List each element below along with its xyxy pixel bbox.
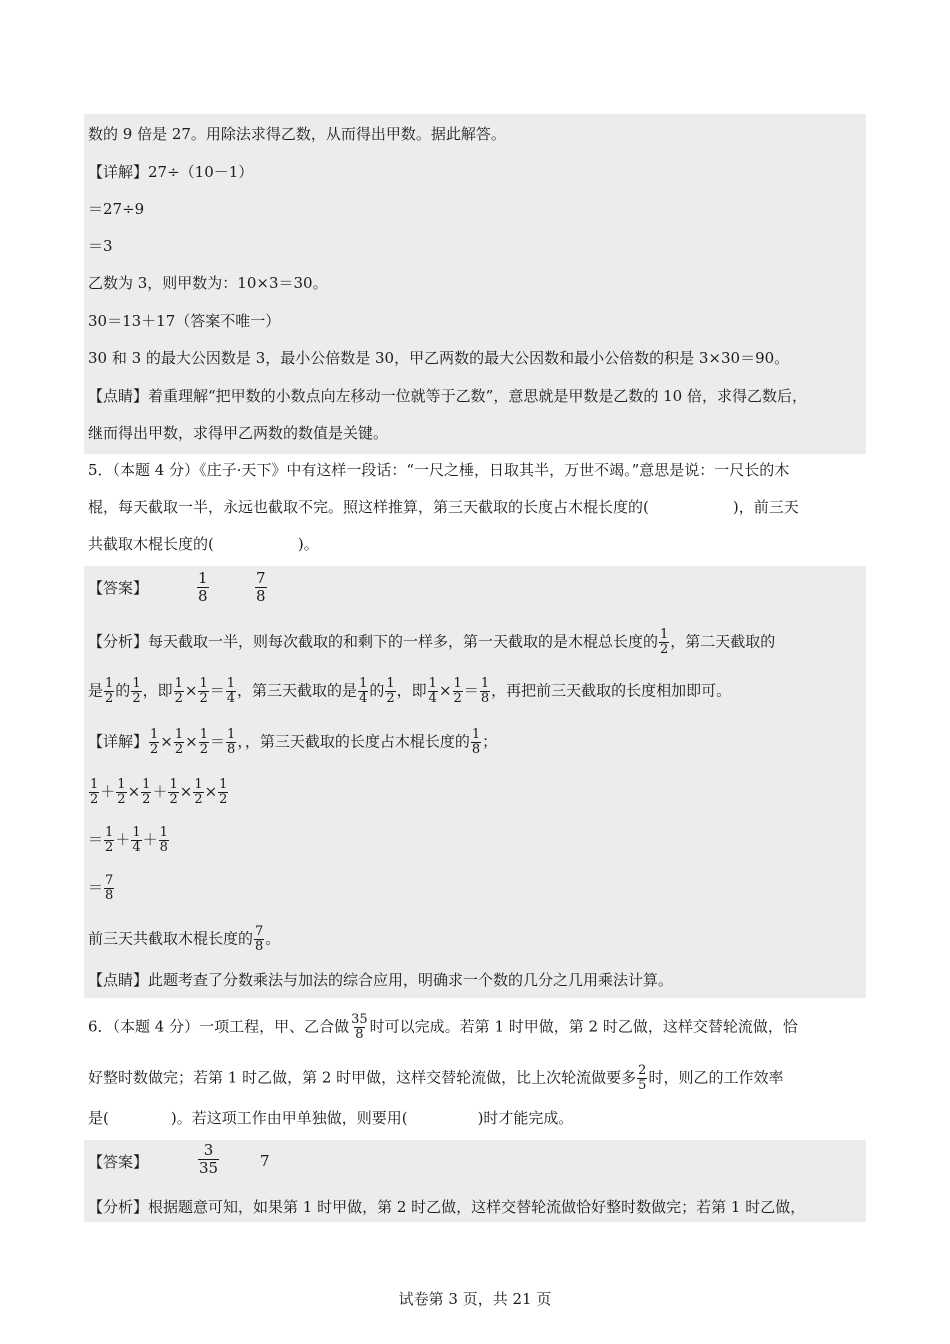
q5-question-line-1: 5．（本题 4 分）《庄子·天下》中有这样一段话：“一尺之棰，日取其半，万世不竭。”意思是说：一尺长的木 (88, 461, 790, 479)
q5-analysis-line-1: 【分析】每天截取一半，则每次截取的和剩下的一样多，第一天截取的是木棍总长度的 $\frac{1}{2}$ ，第二天截取的 (88, 627, 776, 657)
page-footer: 试卷第 3 页，共 21 页 (398, 1290, 552, 1308)
q5-conclusion: 前三天共截取木棍长度的 $\frac{7}{8}$ 。 (88, 924, 281, 954)
q6-analysis: 【分析】根据题意可知，如果第 1 时甲做，第 2 时乙做，这样交替轮流做恰好整时数做完；若第 1 时乙做， (88, 1198, 806, 1216)
q5-line2-text: 棍，每天截取一半，永远也截取不完。照这样推算，第三天截取的长度占木棍长度的( (88, 498, 649, 516)
prev-remark-line-2: 继而得出甲数，求得甲乙两数的数值是关键。 (88, 424, 389, 442)
q5-sum-step-1: ＝ $\frac{1}{2}$ ＋ $\frac{1}{4}$ ＋ $\frac{1}{8}$ (88, 825, 168, 855)
q5-question-line-2 (88, 497, 799, 517)
prev-line-5: 乙数为 3，则甲数为：10×3＝30。 (88, 274, 328, 292)
prev-remark-line-1: 【点睛】着重理解“把甲数的小数点向左移动一位就等于乙数”，意思就是甲数是乙数的 10 倍，求得乙数后， (88, 387, 807, 405)
q5-sum-expression: $\frac{1}{2}$ ＋ $\frac{1}{2}$ × $\frac{1}{2}$ ＋ $\frac{1}{2}$ × $\frac{1}{2}$ × $\frac{1}{2}$ (90, 777, 228, 807)
q5-sum-step-2: ＝ $\frac{7}{8}$ (88, 873, 114, 903)
q5-answer-label: 【答案】 (88, 579, 149, 597)
q5-analysis-line-2: 是 $\frac{1}{2}$ 的 $\frac{1}{2}$ ，即 $\frac{1}{2}$ × $\frac{1}{2}$ ＝ $\frac{1}{4}$ ，第三天截取的是 $\frac{1}{4}$ 的 $\frac{1}{2}$ ，即 $\frac{1}{4}$ × $\frac{1}{2}$ ＝ $\frac{1}{8}$ ，再把前三天截取的长度相加即可。 (88, 676, 732, 706)
q5-remark: 【点睛】此题考查了分数乘法与加法的综合应用，明确求一个数的几分之几用乘法计算。 (88, 971, 674, 989)
prev-line-7: 30 和 3 的最大公因数是 3，最小公倍数是 30，甲乙两数的最大公因数和最小公倍数的积是 3×30＝90。 (88, 349, 790, 367)
q5-answer-2: $\frac{7}{8}$ (256, 569, 266, 605)
q6-question-line-1: 6．（本题 4 分）一项工程，甲、乙合做 $\frac{35}{8}$ 时可以完成。若第 1 时甲做，第 2 时乙做，这样交替轮流做，恰 (88, 1012, 798, 1042)
q6-answer-1: $\frac{3}{35}$ (199, 1141, 219, 1177)
prev-detail-line: 【详解】27÷（10－1） (88, 163, 254, 181)
prev-step-1: ＝27÷9 (88, 200, 145, 218)
q6-answer-2: 7 (260, 1152, 270, 1170)
q5-line3-tail: )。 (297, 535, 319, 553)
q6-question-line-2: 好整时数做完；若第 1 时乙做，第 2 时甲做，这样交替轮流做，比上次轮流做要多 $\frac{2}{5}$ 时，则乙的工作效率 (88, 1063, 784, 1093)
q6-answer-label: 【答案】 (88, 1153, 149, 1171)
prev-line-1: 数的 9 倍是 27。用除法求得乙数，从而得出甲数。据此解答。 (88, 125, 506, 143)
prev-step-2: ＝3 (88, 237, 113, 255)
prev-line-6: 30＝13＋17（答案不唯一） (88, 312, 281, 330)
q5-line2-tail: )，前三天 (732, 498, 799, 516)
q6-question-line-3: 是( )。若这项工作由甲单独做，则要用( )时才能完成。 (88, 1109, 574, 1127)
q5-question-line-3 (88, 534, 319, 554)
q5-line3-text: 共截取木棍长度的( (88, 535, 214, 553)
q5-answer-1: $\frac{1}{8}$ (198, 569, 208, 605)
q5-detail-line: 【详解】 $\frac{1}{2}$ × $\frac{1}{2}$ × $\frac{1}{2}$ ＝ $\frac{1}{8}$ ，，第三天截取的长度占木棍长度的 $\frac{1}{8}$ ； (88, 727, 498, 757)
